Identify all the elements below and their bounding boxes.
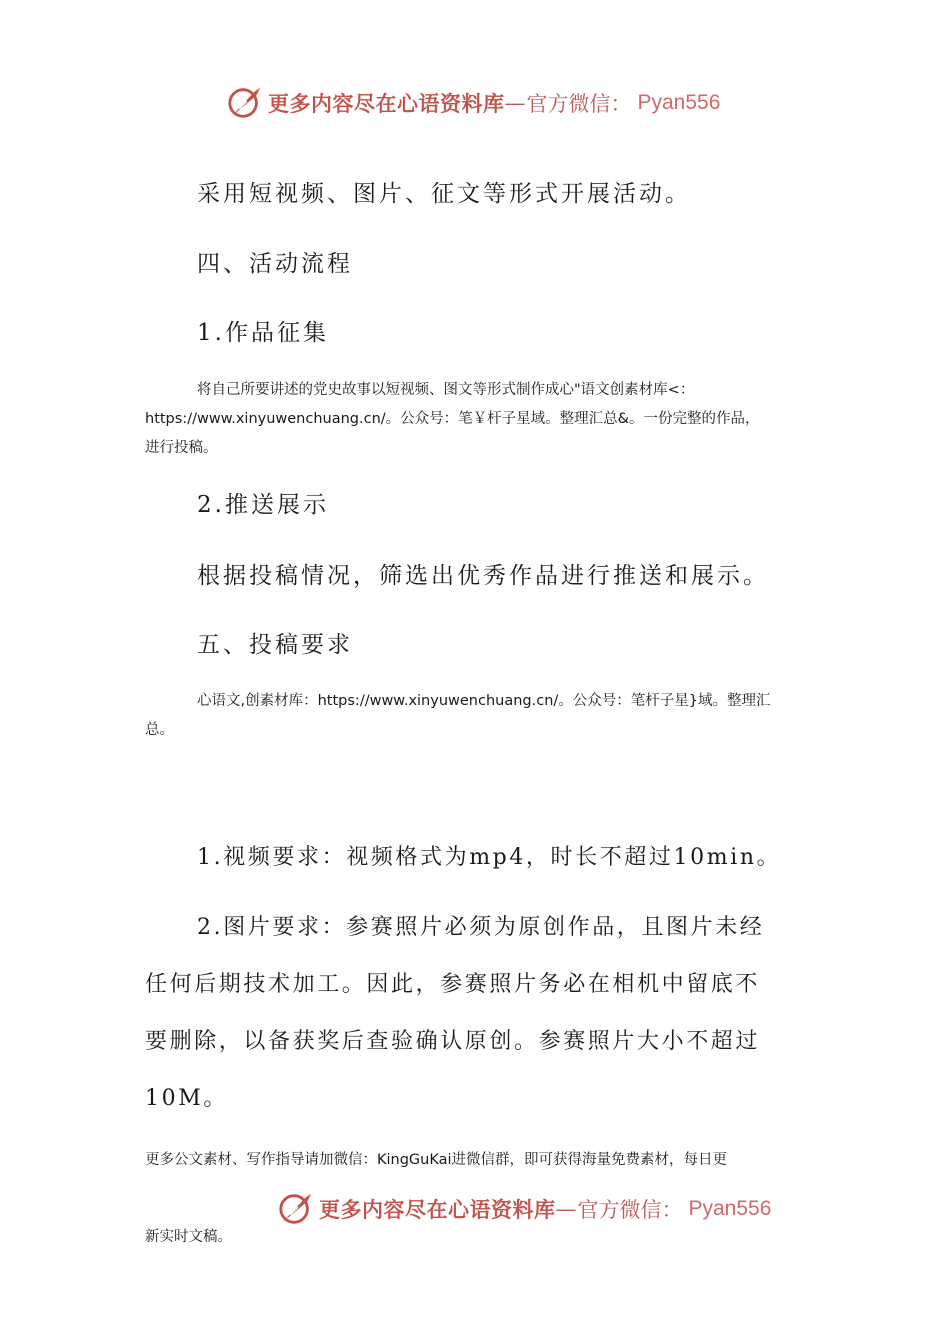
watermark-wechat-id: Pyan556 [637,91,721,114]
subheading-work-collection: 1.作品征集 [197,320,329,346]
collection-paragraph-line1: 将自己所要讲述的党史故事以短视频、图文等形式制作成心"语文创素材库<： [197,382,695,398]
watermark-banner-bottom [277,1190,771,1228]
quill-logo-icon [226,84,264,122]
heading-submission-requirements: 五、投稿要求 [197,632,353,658]
watermark-wechat-label: 官方微信： [526,92,632,116]
collection-paragraph-line3: 进行投稿。 [145,440,218,456]
watermark-wechat-label: 官方微信： [577,1198,683,1222]
photo-requirement-line4: 10M。 [145,1086,228,1111]
heading-activity-process: 四、活动流程 [197,251,353,277]
collection-paragraph-line2: https://www.xinyuwenchuang.cn/。公众号：笔￥杆子星域。整理汇总&。一份完整的作品， [145,411,760,427]
photo-requirement-line1: 2.图片要求：参赛照片必须为原创作品，且图片未经 [197,915,765,940]
requirements-note-line1: 心语文,创素材库：https://www.xinyuwenchuang.cn/。公众号：笔杆子星}域。整理汇 [197,693,771,709]
activity-forms-line: 采用短视频、图片、征文等形式开展活动。 [197,181,691,207]
push-display-text: 根据投稿情况，筛选出优秀作品进行推送和展示。 [197,563,769,589]
watermark-banner-top [226,84,720,122]
video-requirement: 1.视频要求：视频格式为mp4，时长不超过10min。 [197,845,782,870]
photo-requirement-line2: 任何后期技术加工。因此，参赛照片务必在相机中留底不 [145,972,761,997]
watermark-title: 更多内容尽在心语资料库 [268,91,505,116]
quill-logo-icon [277,1190,315,1228]
photo-requirement-line3: 要删除，以备获奖后查验确认原创。参赛照片大小不超过 [145,1029,761,1054]
requirements-note-line2: 总。 [145,722,174,738]
watermark-separator: — [504,91,527,115]
footer-line1: 更多公文素材、写作指导请加微信：KingGuKai进微信群，即可获得海量免费素材，每日更 [145,1152,728,1168]
watermark-separator: — [555,1197,578,1221]
watermark-title: 更多内容尽在心语资料库 [319,1197,556,1222]
footer-line2: 新实时文稿。 [145,1229,232,1245]
subheading-push-display: 2.推送展示 [197,492,329,518]
watermark-wechat-id: Pyan556 [688,1197,772,1220]
